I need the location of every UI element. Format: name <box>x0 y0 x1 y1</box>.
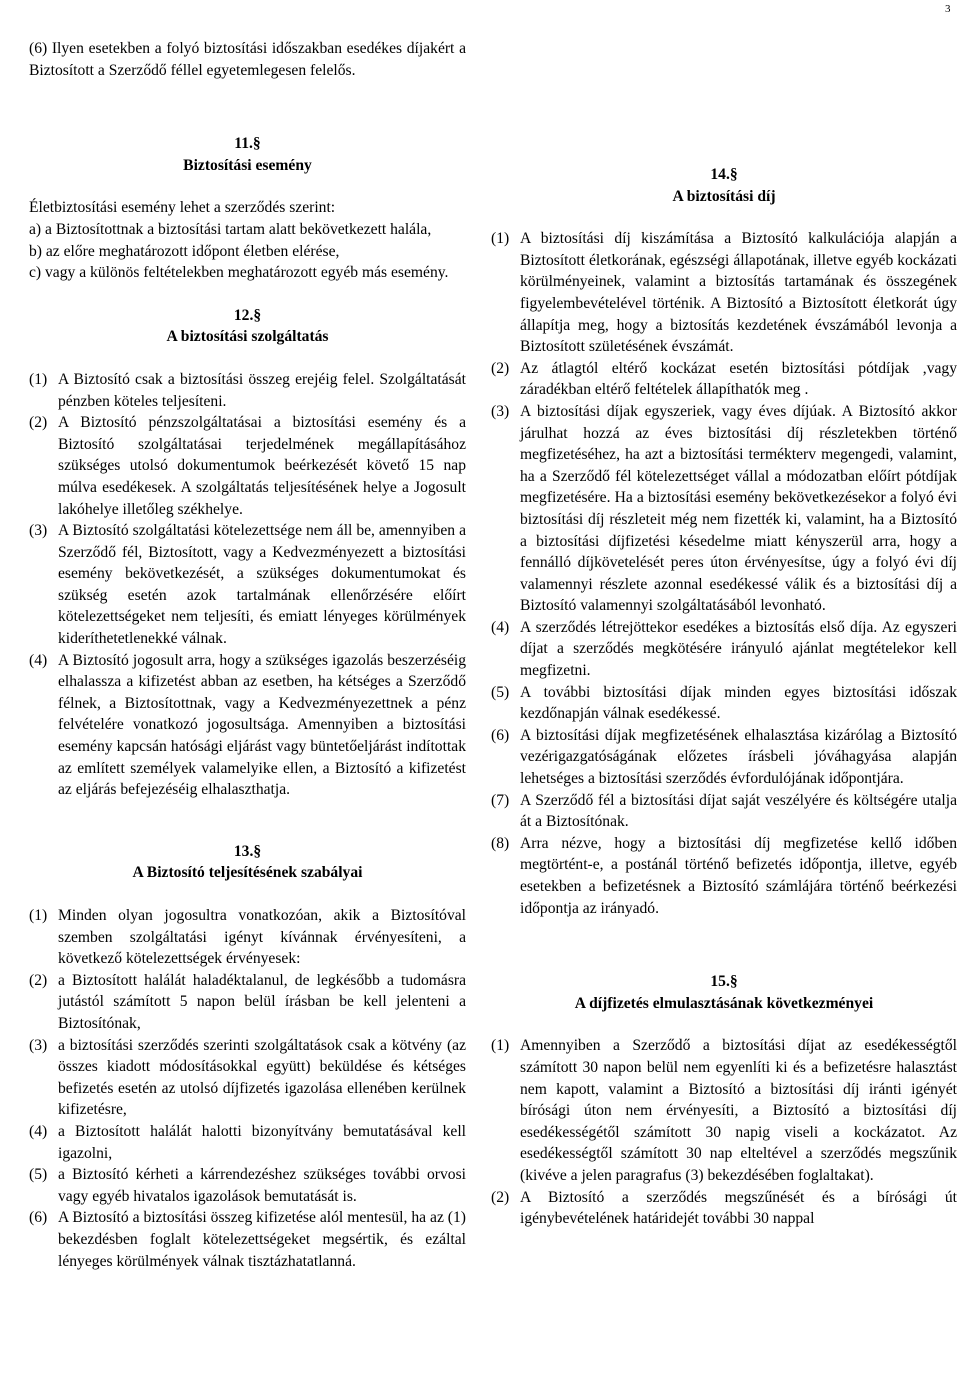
item-text: A Biztosító a szerződés megszűnését és a bírósági út igénybevételének határidejét további 30 nappal <box>520 1188 957 1228</box>
section-13-title: A Biztosító teljesítésének szabályai <box>132 864 363 882</box>
section-12-heading <box>29 305 466 348</box>
item-text: a Biztosító kérheti a kárrendezéshez szükséges további orvosi vagy egyéb hivatalos igazolások bemutatását is. <box>58 1166 466 1205</box>
section-11-title: Biztosítási esemény <box>183 156 312 174</box>
item-number: (1) <box>491 1037 510 1055</box>
item-text: a Biztosított halálát halotti bizonyítvány bemutatásával kell igazolni, <box>58 1122 466 1162</box>
section-sign: § <box>253 842 262 860</box>
section-14-title: A biztosítási díj <box>672 187 776 205</box>
list-item <box>29 1207 466 1272</box>
list-item <box>491 682 957 725</box>
s11-line: Életbiztosítási esemény lehet a szerződés szerint: <box>29 199 336 217</box>
section-13-number: 13. <box>233 842 254 860</box>
item-number: (2) <box>491 1188 510 1206</box>
section-12-number: 12. <box>233 306 254 324</box>
section-sign: § <box>729 973 738 991</box>
section-13-heading <box>29 841 466 884</box>
item-number: (3) <box>491 402 510 420</box>
left-column <box>29 38 466 1272</box>
list-item <box>491 725 957 790</box>
item-number: (7) <box>491 791 510 809</box>
s11-line: a) a Biztosítottnak a biztosítási tartam alatt bekövetkezett halála, <box>29 220 432 238</box>
item-number: (5) <box>29 1166 48 1184</box>
item-text: Arra nézve, hogy a biztosítási díj megfizetése kellő időben megtörtént-e, a postánál történő befizetés időpontja, illetve, egyéb esetekben a befizetésnek a Biztosító számlájára történő beérkezési időpontja az irányadó. <box>520 834 957 917</box>
item-text: A Biztosító szolgáltatási kötelezettsége nem áll be, amennyiben a Szerződő fél, Biztosított, vagy a Kedvezményezett a biztosítási esemény bekövetkezését, a szükséges dokumentumokat és szükség esetén azok tartalmának ellenőrzésére előírt kötelezettségeket nem teljesíti, és emiatt lényeges körülmények kideríthetetlenekké válnak. <box>58 522 466 648</box>
item-text: A Biztosító a biztosítási összeg kifizetése alól mentesül, ha az (1) bekezdésben foglalt kötelezettségeket megsértik, és ezáltal lényeges körülmények válnak tisztázhatatlanná. <box>58 1209 466 1270</box>
item-number: (6) <box>491 726 510 744</box>
list-item <box>29 1121 466 1164</box>
list-item <box>29 412 466 520</box>
item-text: a biztosítási szerződés szerinti szolgáltatások csak a kötvény (az összes kiadott módosításokkal együtt) beküldése és kétséges befizetés esetén az utolsó díjfizetés igazolása ellenében kerülnek kifizetésre, <box>58 1036 466 1119</box>
item-text: Minden olyan jogosultra vonatkozóan, akik a Biztosítóval szemben szolgáltatási igényt kívánnak érvényesíteni, a következő kötelezettségek érvényesek: <box>58 907 466 968</box>
section-15-title: A díjfizetés elmulasztásának következményei <box>574 994 874 1012</box>
item-text: A Szerződő fél a biztosítási díjat saját veszélyére és költségére utalja át a Biztosítónak. <box>520 791 957 831</box>
item-number: (2) <box>29 971 48 989</box>
section-11-number: 11. <box>234 135 253 153</box>
item-number: (1) <box>29 370 48 388</box>
s11-line: b) az előre meghatározott időpont életben elérése, <box>29 242 340 260</box>
item-text: A Biztosító pénzszolgáltatásai a biztosítási esemény és a Biztosító szolgáltatásai terjedelmének megállapításához szükséges utolsó dokumentumok beérkezését követő 15 nap múlva esedékesek. A szolgáltatás teljesítésének helye a Jogosult lakóhelye illetőleg székhelye. <box>58 414 466 518</box>
item-text: A biztosítási díjak megfizetésének elhalasztása kizárólag a Biztosító vezérigazgatóságának előzetes írásbeli jóváhagyása alapján lehetséges a biztosítási szerződés évfordulójának időpontjára. <box>520 726 957 788</box>
list-item <box>29 520 466 650</box>
section-15-heading <box>491 971 957 1014</box>
list-item <box>491 790 957 833</box>
s11-line: c) vagy a különös feltételekben meghatározott egyéb más esemény. <box>29 264 449 282</box>
list-item <box>29 1035 466 1121</box>
item-number: (1) <box>491 230 510 248</box>
section-14-number: 14. <box>710 166 730 183</box>
section-sign: § <box>729 166 738 183</box>
item-text: A Biztosító csak a biztosítási összeg erejéig felel. Szolgáltatását pénzben köteles teljesíteni. <box>58 370 466 410</box>
section-15-number: 15. <box>710 973 730 991</box>
item-text: a Biztosított halálát haladéktalanul, de legkésőbb a tudomásra jutástól számított 5 napon belül írásban be kell jelenteni a Biztosítónak, <box>58 971 466 1032</box>
list-item <box>29 905 466 970</box>
item-text: A biztosítási díjak egyszeriek, vagy éves díjúak. A Biztosító akkor járulhat hozzá az éves biztosítási díj részletekben történő megfizetéséhez, ha azt a biztosítási termékterv megengedi, valamint, ha a Szerződő fél kötelezettséget vállal a módozatban előírt pótdíjak megfizetésére. Ha a biztosítási esemény bekövetkezésekor a folyó évi biztosítási díj részleteit még nem fizették ki, valamint, ha a Biztosító a biztosítási díjfizetési késedelme miatt kényszerül arra, hogy a fennálló díjkövetelését peres úton érvényesítse, úgy a folyó évi díj valamennyi részlete azonnal esedékessé válik és a biztosítási díj a Biztosító valamennyi szolgáltatásából levonható. <box>520 402 957 615</box>
section-11-heading <box>29 133 466 176</box>
intro-paragraph: (6) Ilyen esetekben a folyó biztosítási időszakban esedékes díjakért a Biztosított a Szerződő féllel egyetemlegesen felelős. <box>29 40 466 79</box>
page-number: 3 <box>945 3 951 15</box>
list-item <box>491 358 957 401</box>
item-number: (2) <box>491 359 510 377</box>
right-column <box>491 164 957 1230</box>
item-number: (5) <box>491 683 510 701</box>
item-number: (3) <box>29 1036 48 1054</box>
item-text: Az átlagtól eltérő kockázat esetén biztosítási pótdíjak ,vagy záradékban eltérő feltételek állapíthatók meg . <box>520 359 957 399</box>
list-item <box>491 401 957 617</box>
item-number: (2) <box>29 414 48 432</box>
item-text: A szerződés létrejöttekor esedékes a biztosítás első díja. Az egyszeri díjat a szerződés megkötésére irányuló ajánlat megtételekor kell megfizetni. <box>520 618 957 680</box>
item-number: (4) <box>491 618 510 636</box>
list-item <box>29 650 466 801</box>
list-item <box>491 1035 957 1186</box>
item-text: A Biztosító jogosult arra, hogy a szükséges igazolás beszerzéséig elhalassza a kifizetést abban az esetben, ha kétséges a Szerződő félnek, a Biztosítottnak, vagy a Kedvezményezettnek a pénz felvételére vonatkozó jogosultsága. Amennyiben a biztosítási esemény kapcsán hatósági eljárást vagy büntetőeljárást indítottak az említett személyek valamelyike ellen, a Biztosító a kifizetést az eljárás befejezéséig elhalaszthatja. <box>58 651 466 799</box>
item-number: (6) <box>29 1209 48 1227</box>
item-number: (3) <box>29 522 48 540</box>
list-item <box>29 970 466 1035</box>
list-item <box>29 1164 466 1207</box>
list-item <box>491 228 957 358</box>
list-item <box>491 617 957 682</box>
item-text: Amennyiben a Szerződő a biztosítási díjat az esedékességtől számított 30 napon belül nem egyenlíti ki és a befizetésre halasztást nem kapott, valamint a Biztosító a biztosítási díj iránti igényét bírósági úton nem érvényesíti, a Biztosító a biztosítási díj esedékességétől számított 30 napig viseli a kockázatot. Az esedékességtől számított 30 nap elteltével a szerződés megszűnik (kivéve a jelen paragrafus (3) bekezdésében foglaltakat). <box>520 1037 957 1184</box>
list-item <box>491 1187 957 1230</box>
section-sign: § <box>253 306 262 324</box>
item-number: (8) <box>491 834 510 852</box>
section-sign: § <box>252 135 261 153</box>
item-number: (4) <box>29 651 48 669</box>
item-number: (4) <box>29 1122 48 1140</box>
list-item <box>491 833 957 919</box>
item-number: (1) <box>29 907 48 924</box>
item-text: A további biztosítási díjak minden egyes biztosítási időszak kezdőnapján válnak esedékessé. <box>520 683 957 723</box>
list-item <box>29 369 466 412</box>
item-text: A biztosítási díj kiszámítása a Biztosító kalkulációja alapján a Biztosított életkorának, egészségi állapotának, illetve egyéb kockázati körülményeinek, valamint a biztosítás tartamának és összegének figyelembevételével történik. A Biztosító a Biztosított életkorát úgy állapítja meg, hogy a biztosítás kezdetének évszámából levonja a Biztosított születésének évszámát. <box>520 230 957 356</box>
section-14-heading <box>491 164 957 207</box>
section-12-title: A biztosítási szolgáltatás <box>166 328 329 346</box>
